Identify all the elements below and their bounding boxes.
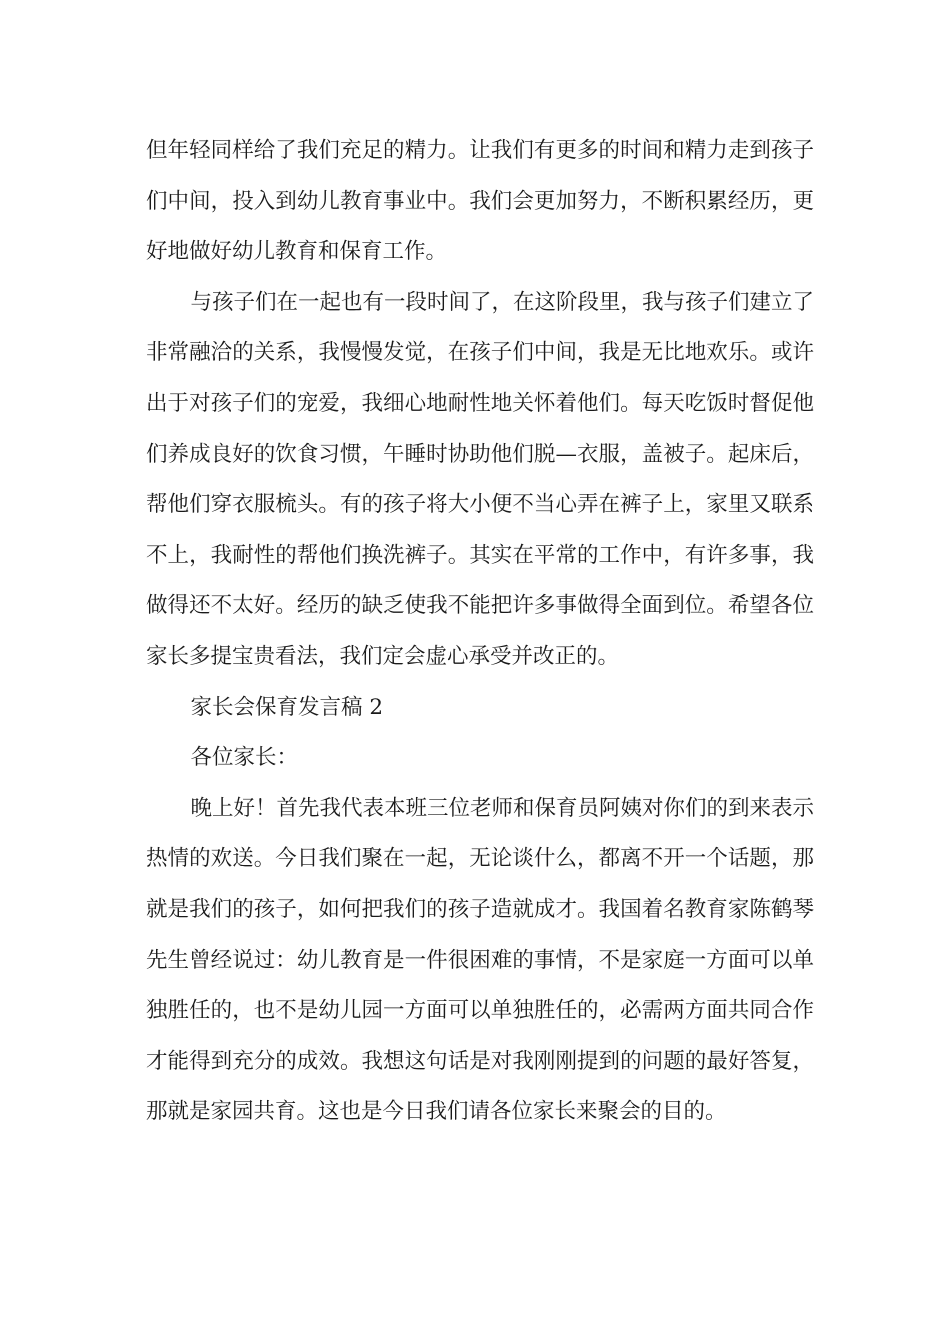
paragraph-childcare-experience: 与孩子们在一起也有一段时间了，在这阶段里，我与孩子们建立了非常融洽的关系，我慢慢发觉，在孩子们中间，我是无比地欢乐。或许出于对孩子们的宠爱，我细心地耐性地关怀着他们。每天吃饭时督促他们养成良好的饮食习惯，午睡时协助他们脱—衣服，盖被子。起床后，帮他们穿衣服梳头。有的孩子将大小便不当心弄在裤子上，家里又联系不上，我耐性的帮他们换洗裤子。其实在平常的工作中，有许多事，我做得还不太好。经历的缺乏使我不能把许多事做得全面到位。希望各位家长多提宝贵看法，我们定会虚心承受并改正的。 <box>146 289 815 669</box>
section-heading: 家长会保育发言稿 2 <box>190 694 384 720</box>
paragraph-welcome: 晚上好！首先我代表本班三位老师和保育员阿姨对你们的到来表示热情的欢送。今日我们聚在一起，无论谈什么，都离不开一个话题，那就是我们的孩子，如何把我们的孩子造就成才。我国着名教育家陈鹤琴先生曾经说过：幼儿教育是一件很困难的事情，不是家庭一方面可以单独胜任的，也不是幼儿园一方面可以单独胜任的，必需两方面共同合作才能得到充分的成效。我想这句话是对我刚刚提到的问题的最好答复，那就是家园共育。这也是今日我们请各位家长来聚会的目的。 <box>146 795 815 1125</box>
document-body <box>146 126 814 1138</box>
salutation: 各位家长： <box>190 745 299 771</box>
paragraph-continuation: 但年轻同样给了我们充足的精力。让我们有更多的时间和精力走到孩子们中间，投入到幼儿教育事业中。我们会更加努力，不断积累经历，更好地做好幼儿教育和保育工作。 <box>146 138 814 265</box>
